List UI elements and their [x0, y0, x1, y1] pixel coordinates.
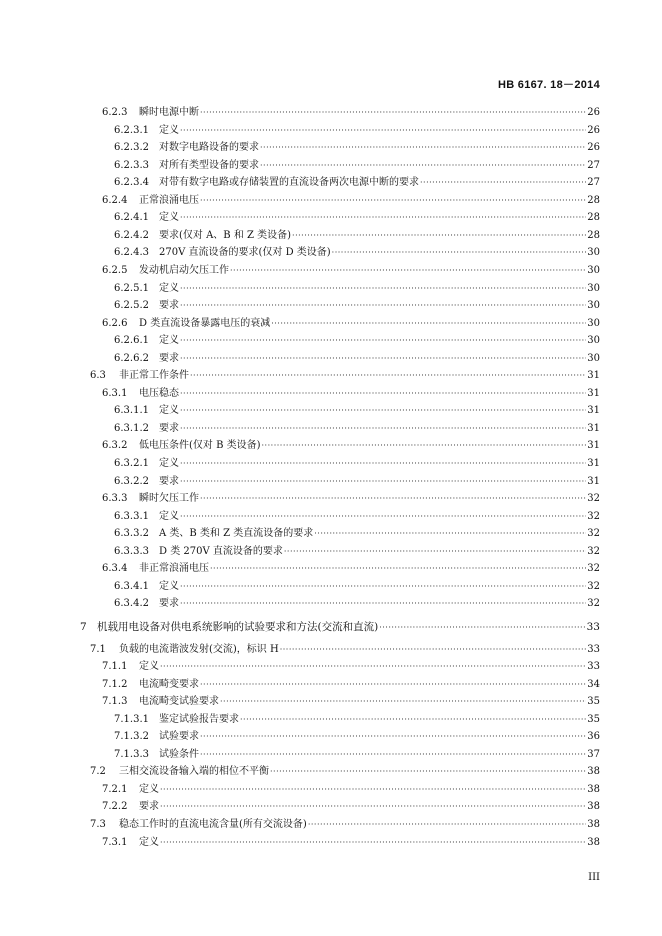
toc-entry-page: 33	[587, 643, 600, 655]
toc-entry-title: 定义	[159, 335, 179, 347]
toc-entry[interactable]	[0, 746, 600, 763]
toc-leader-dots	[200, 746, 586, 763]
toc-entry[interactable]	[0, 385, 600, 402]
toc-entry[interactable]	[0, 834, 600, 851]
toc-entry-page: 28	[587, 212, 600, 224]
toc-entry-title: 负载的电流谐波发射(交流)，标识 H	[119, 643, 279, 655]
toc-entry-page: 26	[587, 142, 600, 154]
toc-entry-number: 7.2.1	[102, 783, 128, 795]
toc-entry-title: 试验要求	[159, 731, 199, 743]
toc-entry[interactable]	[0, 157, 600, 174]
toc-entry-page: 30	[587, 282, 600, 294]
toc-entry-page: 33	[587, 661, 600, 673]
toc-entry-page: 30	[587, 352, 600, 364]
toc-leader-dots	[160, 834, 586, 851]
toc-entry[interactable]	[0, 798, 600, 815]
toc-entry-title: 定义	[139, 783, 159, 795]
toc-entry-page: 38	[587, 801, 600, 813]
toc-entry-number: 6.2.6	[102, 317, 128, 329]
toc-entry-title: 要求	[139, 801, 159, 813]
toc-entry[interactable]	[0, 192, 600, 209]
toc-leader-dots	[180, 385, 586, 402]
toc-entry[interactable]	[0, 676, 600, 693]
toc-entry-title: 电压稳态	[139, 387, 179, 399]
toc-entry-number: 6.2.3.3	[114, 159, 149, 171]
toc-entry[interactable]	[0, 619, 600, 636]
toc-entry[interactable]	[0, 437, 600, 454]
toc-entry-page: 34	[587, 678, 600, 690]
toc-leader-dots	[270, 763, 586, 780]
toc-leader-dots	[160, 781, 586, 798]
toc-entry-number: 6.2.4.1	[114, 212, 149, 224]
toc-entry-number: 6.3.3.2	[114, 528, 149, 540]
toc-entry-page: 38	[587, 766, 600, 778]
toc-entry[interactable]	[0, 297, 600, 314]
toc-entry-number: 6.2.5.2	[114, 300, 149, 312]
toc-entry[interactable]	[0, 139, 600, 156]
toc-entry-page: 38	[587, 836, 600, 848]
toc-entry[interactable]	[0, 122, 600, 139]
toc-entry-title: 定义	[139, 836, 159, 848]
toc-entry[interactable]	[0, 104, 600, 121]
toc-entry-title: 试验条件	[159, 748, 199, 760]
toc-leader-dots	[420, 174, 586, 191]
toc-entry-title: 定义	[159, 124, 179, 136]
toc-entry-number: 7.1.3	[102, 696, 128, 708]
toc-entry-page: 30	[587, 264, 600, 276]
toc-leader-dots	[200, 192, 586, 209]
toc-leader-dots	[180, 595, 586, 612]
toc-entry-number: 7	[80, 620, 87, 633]
toc-entry[interactable]	[0, 508, 600, 525]
toc-entry-number: 6.2.3.4	[114, 177, 149, 189]
toc-entry-number: 7.2.2	[102, 801, 128, 813]
toc-entry[interactable]	[0, 227, 600, 244]
toc-entry-title: A 类、B 类和 Z 类直流设备的要求	[159, 528, 314, 540]
toc-entry-title: D 类直流设备暴露电压的衰减	[139, 317, 271, 329]
toc-entry-title: 低电压条件(仅对 B 类设备)	[139, 440, 261, 452]
toc-entry[interactable]	[0, 658, 600, 675]
toc-entry-page: 32	[587, 493, 600, 505]
toc-entry-number: 6.3.1.1	[114, 405, 149, 417]
toc-entry-page: 32	[587, 563, 600, 575]
toc-entry[interactable]	[0, 560, 600, 577]
toc-entry-page: 35	[587, 696, 600, 708]
toc-entry-title: 正常浪涌电压	[139, 194, 199, 206]
toc-entry-page: 27	[587, 159, 600, 171]
toc-entry-title: 要求	[159, 475, 179, 487]
toc-entry-number: 6.2.3.2	[114, 142, 149, 154]
toc-leader-dots	[280, 641, 587, 658]
toc-entry-title: 要求(仅对 A、B 和 Z 类设备)	[159, 229, 292, 241]
toc-entry-title: 非正常工作条件	[119, 370, 189, 382]
toc-entry-title: 定义	[159, 212, 179, 224]
toc-entry-page: 37	[587, 748, 600, 760]
toc-entry[interactable]	[0, 525, 600, 542]
toc-entry[interactable]	[0, 490, 600, 507]
toc-entry-title: 定义	[159, 405, 179, 417]
toc-leader-dots	[332, 244, 587, 261]
toc-entry-page: 32	[587, 528, 600, 540]
toc-entry[interactable]	[0, 367, 600, 384]
toc-leader-dots	[200, 676, 586, 693]
toc-entry-number: 6.2.4.3	[114, 247, 149, 259]
toc-entry-number: 6.2.5.1	[114, 282, 149, 294]
toc-entry-page: 33	[586, 620, 600, 633]
toc-entry-number: 6.2.3	[102, 107, 128, 118]
toc-leader-dots	[292, 227, 586, 244]
toc-leader-dots	[180, 402, 586, 419]
toc-entry[interactable]	[0, 543, 600, 560]
toc-entry[interactable]	[0, 244, 600, 261]
toc-entry-title: 对所有类型设备的要求	[159, 159, 259, 171]
toc-entry-page: 31	[587, 422, 600, 434]
toc-leader-dots	[180, 297, 586, 314]
toc-entry[interactable]	[0, 262, 600, 279]
toc-leader-dots	[240, 711, 586, 728]
toc-leader-dots	[160, 798, 586, 815]
document-code-header: HB 6167. 18－2014	[497, 79, 600, 91]
toc-entry[interactable]	[0, 332, 600, 349]
toc-entry[interactable]	[0, 315, 600, 332]
toc-entry-number: 7.3.1	[102, 836, 128, 848]
toc-entry[interactable]	[0, 209, 600, 226]
toc-leader-dots	[200, 490, 586, 507]
toc-leader-dots	[190, 367, 586, 384]
toc-leader-dots	[180, 473, 586, 490]
toc-entry-page: 26	[587, 107, 600, 118]
toc-entry-number: 6.2.4	[102, 194, 128, 206]
toc-entry-title: 要求	[159, 300, 179, 312]
toc-entry[interactable]	[0, 693, 600, 710]
toc-entry-title: 稳态工作时的直流电流含量(所有交流设备)	[119, 819, 307, 830]
toc-entry-number: 6.3.1.2	[114, 422, 149, 434]
toc-entry[interactable]	[0, 402, 600, 419]
toc-entry-number: 7.3	[90, 819, 106, 830]
toc-entry-title: 定义	[159, 458, 179, 469]
toc-leader-dots	[379, 619, 585, 636]
toc-entry-number: 6.2.3.1	[114, 124, 149, 136]
toc-leader-dots	[271, 315, 586, 332]
toc-entry-title: 定义	[159, 282, 179, 294]
toc-leader-dots	[180, 209, 586, 226]
toc-entry-number: 6.3.3.1	[114, 510, 149, 522]
toc-leader-dots	[308, 816, 586, 833]
toc-leader-dots	[260, 157, 586, 174]
toc-leader-dots	[200, 104, 586, 121]
toc-entry-number: 6.3.3	[102, 493, 128, 505]
toc-entry[interactable]	[0, 728, 600, 745]
toc-entry[interactable]	[0, 473, 600, 490]
toc-entry[interactable]	[0, 595, 600, 612]
toc-entry-number: 6.3.2.1	[114, 458, 149, 469]
toc-entry-title: 定义	[159, 580, 179, 592]
toc-entry[interactable]	[0, 420, 600, 437]
toc-entry-number: 6.3	[90, 370, 106, 382]
toc-entry-number: 6.2.6.2	[114, 352, 149, 364]
toc-leader-dots	[160, 658, 586, 675]
toc-entry[interactable]	[0, 280, 600, 297]
toc-entry-page: 38	[587, 819, 600, 830]
toc-entry-number: 7.1.3.1	[114, 713, 149, 725]
toc-leader-dots	[220, 693, 586, 710]
toc-entry-number: 7.2	[90, 766, 106, 778]
toc-leader-dots	[180, 420, 586, 437]
toc-leader-dots	[180, 332, 586, 349]
toc-entry-page: 30	[587, 335, 600, 347]
toc-entry-number: 6.2.4.2	[114, 229, 149, 241]
toc-entry-number: 6.3.2	[102, 440, 128, 452]
toc-entry-title: 定义	[159, 510, 179, 522]
toc-entry-page: 31	[587, 440, 600, 452]
toc-entry-title: 定义	[139, 661, 159, 673]
toc-entry[interactable]	[0, 781, 600, 798]
toc-entry-page: 38	[587, 783, 600, 795]
toc-entry-number: 7.1	[90, 643, 106, 655]
toc-entry-title: 电流畸变试验要求	[139, 696, 219, 708]
toc-entry-title: 270V 直流设备的要求(仅对 D 类设备)	[159, 247, 331, 259]
toc-entry-page: 30	[587, 317, 600, 329]
toc-entry[interactable]	[0, 578, 600, 595]
toc-leader-dots	[262, 437, 587, 454]
toc-leader-dots	[230, 262, 586, 279]
toc-entry[interactable]	[0, 711, 600, 728]
toc-leader-dots	[210, 560, 586, 577]
toc-entry-title: 发动机启动欠压工作	[139, 264, 229, 276]
toc-entry-title: 要求	[159, 352, 179, 364]
toc-entry-page: 31	[587, 405, 600, 417]
toc-entry-page: 31	[587, 370, 600, 382]
toc-leader-dots	[180, 578, 586, 595]
toc-entry-title: 要求	[159, 422, 179, 434]
toc-entry-page: 31	[587, 458, 600, 469]
toc-entry-page: 31	[587, 475, 600, 487]
toc-entry-title: 非正常浪涌电压	[139, 563, 209, 575]
toc-leader-dots	[180, 280, 586, 297]
toc-entry-page: 31	[587, 387, 600, 399]
toc-entry-number: 6.2.5	[102, 264, 128, 276]
toc-entry-page: 28	[587, 194, 600, 206]
toc-entry-page: 35	[587, 713, 600, 725]
toc-entry-number: 6.3.4.2	[114, 598, 149, 610]
toc-entry-page: 28	[587, 229, 600, 241]
toc-entry-page: 32	[587, 580, 600, 592]
toc-entry-title: 瞬时电源中断	[139, 107, 199, 118]
toc-entry-number: 6.3.1	[102, 387, 128, 399]
toc-entry-page: 32	[587, 598, 600, 610]
toc-leader-dots	[180, 455, 586, 472]
toc-entry-page: 32	[587, 545, 600, 557]
toc-entry-number: 7.1.3.3	[114, 748, 149, 760]
toc-entry[interactable]	[0, 763, 600, 780]
toc-leader-dots	[180, 122, 586, 139]
toc-leader-dots	[314, 525, 586, 542]
toc-leader-dots	[180, 508, 586, 525]
toc-entry-title: D 类 270V 直流设备的要求	[159, 545, 283, 557]
toc-entry[interactable]	[0, 816, 600, 833]
toc-entry[interactable]	[0, 174, 600, 191]
toc-entry-number: 6.3.4	[102, 563, 128, 575]
toc-leader-dots	[284, 543, 586, 560]
toc-entry-number: 6.3.2.2	[114, 475, 149, 487]
toc-leader-dots	[180, 350, 586, 367]
toc-entry-number: 7.1.3.2	[114, 731, 149, 743]
toc-entry-title: 鉴定试验报告要求	[159, 713, 239, 725]
toc-entry-page: 32	[587, 510, 600, 522]
toc-entry-page: 26	[587, 124, 600, 136]
toc-entry[interactable]	[0, 641, 600, 658]
toc-entry-number: 6.3.3.3	[114, 545, 149, 557]
toc-entry-page: 30	[587, 300, 600, 312]
toc-entry-page: 27	[587, 177, 600, 189]
toc-entry[interactable]	[0, 455, 600, 472]
toc-entry-number: 7.1.1	[102, 661, 128, 673]
toc-entry-number: 6.2.6.1	[114, 335, 149, 347]
toc-entry-title: 三相交流设备输入端的相位不平衡	[119, 766, 269, 778]
toc-entry-page: 36	[587, 731, 600, 743]
toc-entry-title: 对带有数字电路或存储装置的直流设备两次电源中断的要求	[159, 177, 419, 189]
page-folio: III	[588, 872, 600, 883]
toc-leader-dots	[200, 728, 586, 745]
toc-entry-title: 瞬时欠压工作	[139, 493, 199, 505]
toc-entry[interactable]	[0, 350, 600, 367]
toc-entry-title: 机载用电设备对供电系统影响的试验要求和方法(交流和直流)	[97, 620, 379, 633]
toc-entry-title: 对数字电路设备的要求	[159, 142, 259, 154]
toc-entry-number: 6.3.4.1	[114, 580, 149, 592]
toc-entry-page: 30	[587, 247, 600, 259]
toc-entry-number: 7.1.2	[102, 678, 128, 690]
toc-entry-title: 要求	[159, 598, 179, 610]
toc-entry-title: 电流畸变要求	[139, 678, 199, 690]
toc-leader-dots	[260, 139, 586, 156]
